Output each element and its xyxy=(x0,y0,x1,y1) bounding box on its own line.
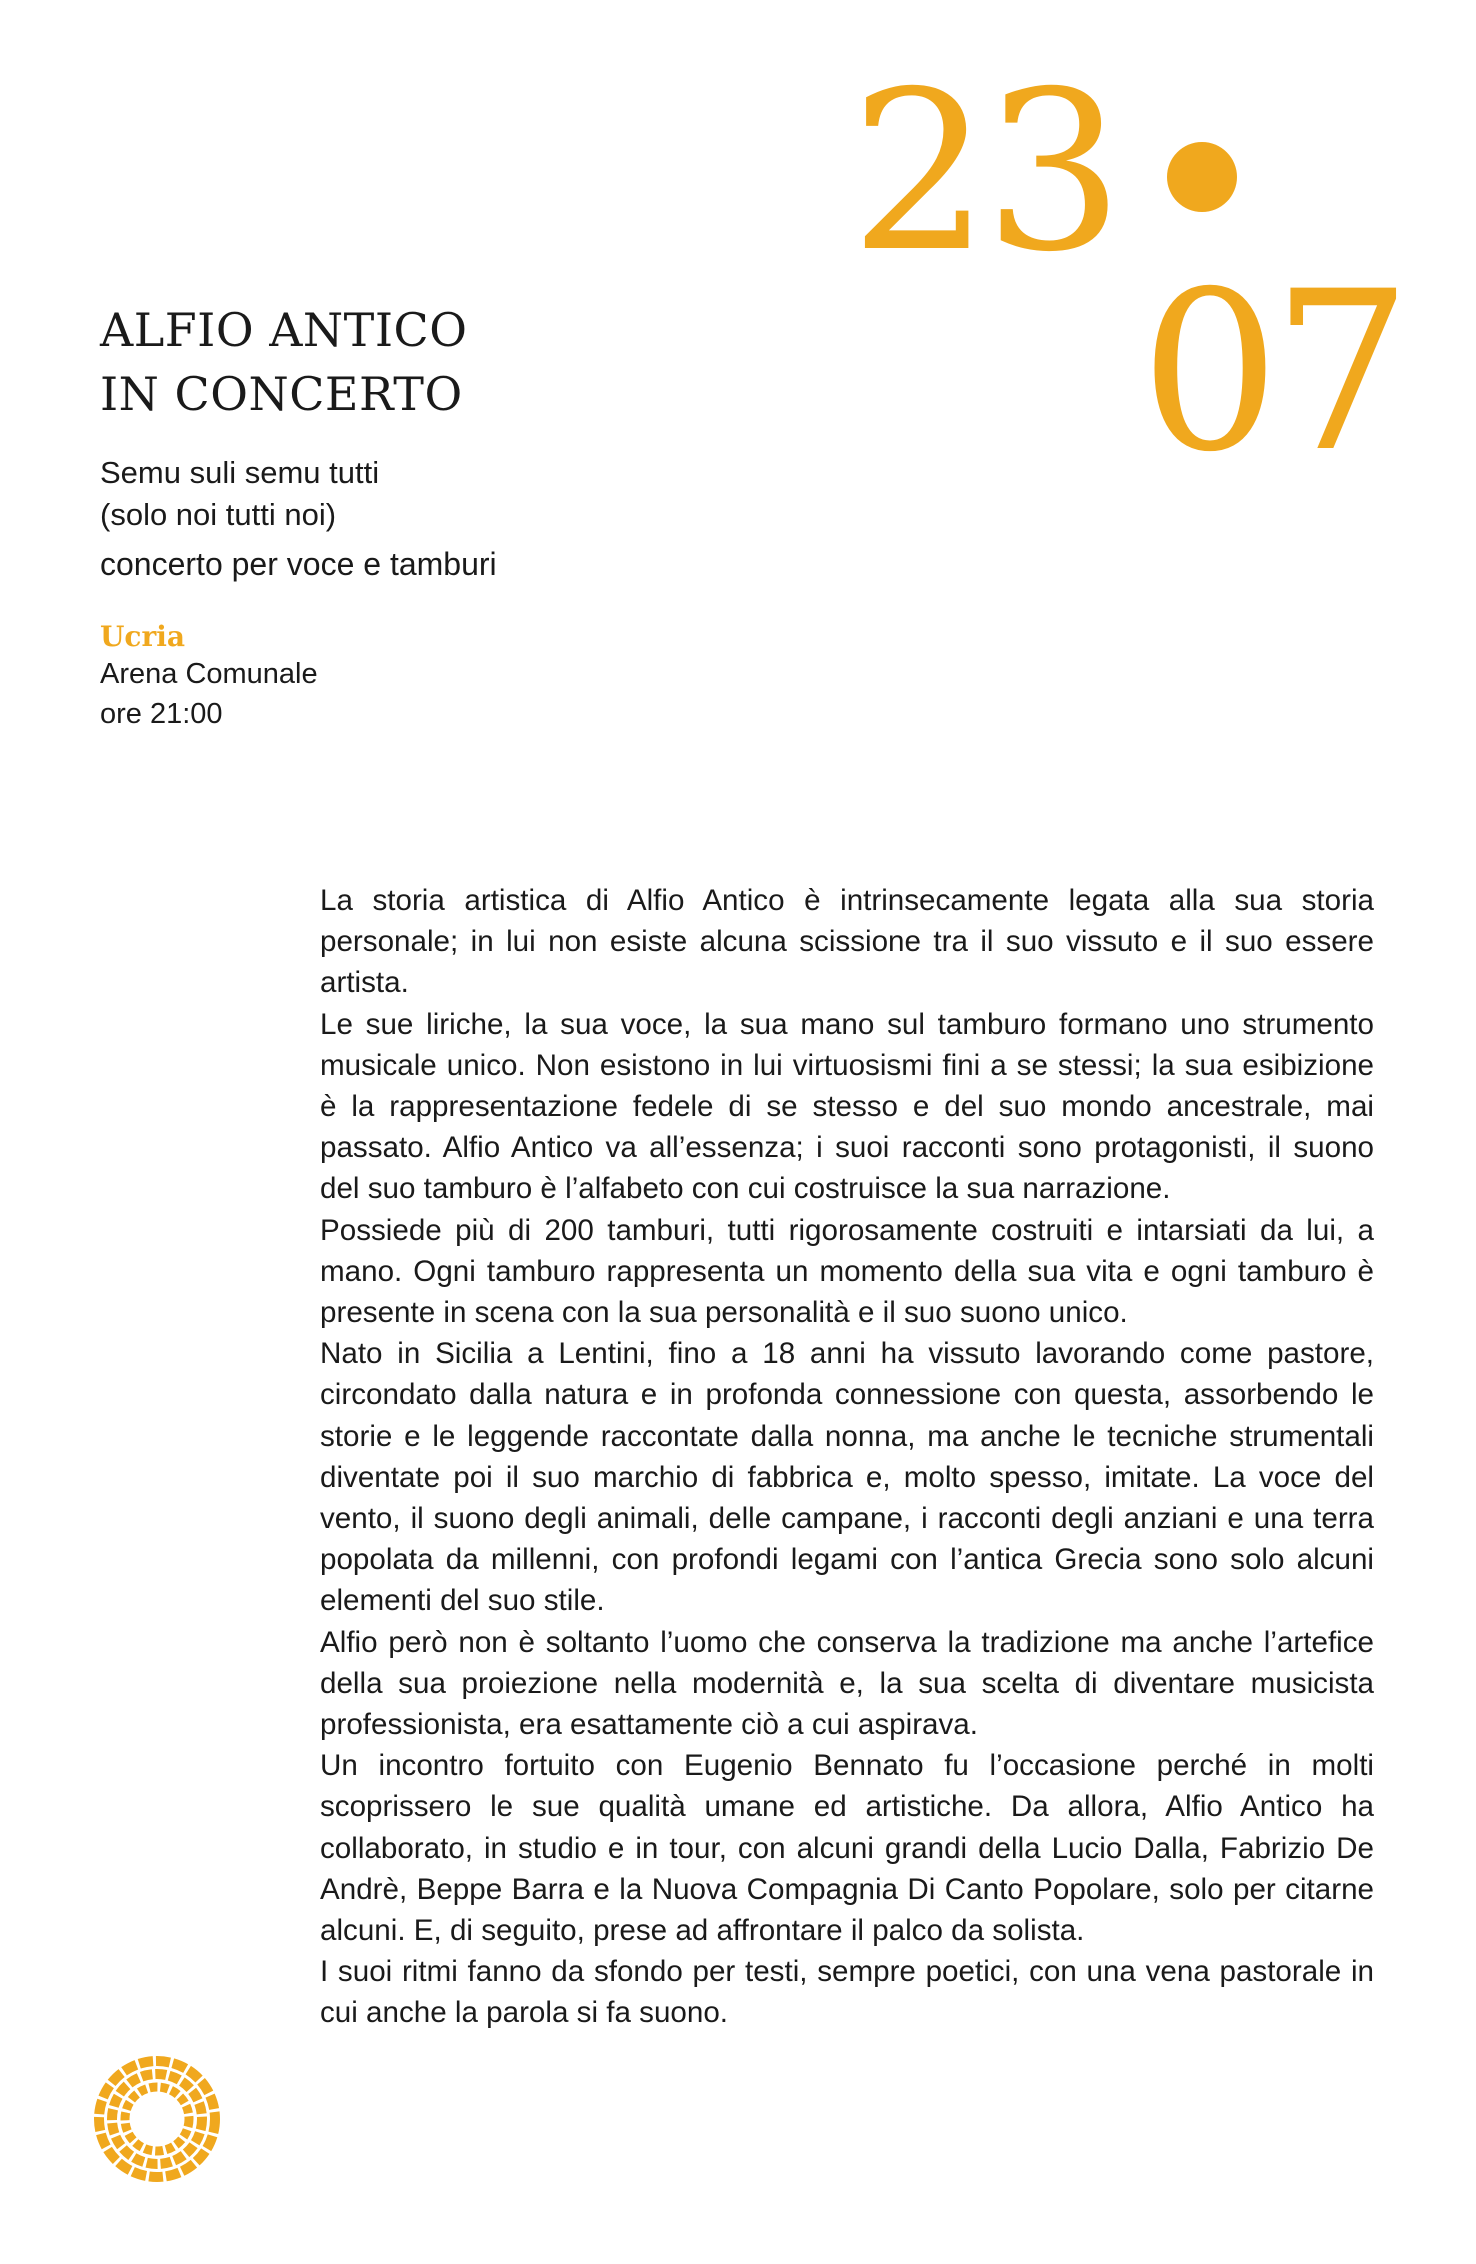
event-description: concerto per voce e tamburi xyxy=(100,546,497,582)
event-title-line1: ALFIO ANTICO xyxy=(100,303,468,357)
date-month: 07 xyxy=(1140,244,1404,500)
body-paragraph: Le sue liriche, la sua voce, la sua mano sul tamburo formano uno strumento musicale unico. Non esistono in lui virtuosismi fini a se stessi; la sua esibizione è la rappresentazione fedele di se stesso e del suo mondo ancestrale, mai passato. Alfio Antico va all’essenza; i suoi racconti sono protagonisti, il suono del suo tamburo è l’alfabeto con cui costruisce la sua narrazione. xyxy=(320,1007,1374,1206)
body-paragraph: Un incontro fortuito con Eugenio Bennato fu l’occasione perché in molti scoprissero le sue qualità umane ed artistiche. Da allora, Alfio Antico ha collaborato, in studio e in tour, con alcuni grandi della Lucio Dalla, Fabrizio De Andrè, Beppe Barra e la Nuova Compagnia Di Canto Popolare, solo per citarne alcuni. E, di seguito, prese ad affrontare il palco da solista. xyxy=(320,1749,1374,1948)
body-paragraph: Nato in Sicilia a Lentini, fino a 18 anni ha vissuto lavorando come pastore, circondato dalla natura e in profonda connessione con questa, assorbendo le storie e le leggende raccontate dalla nonna, ma anche le tecniche strumentali diventate poi il suo marchio di fabbrica e, molto spesso, imitate. La voce del vento, il suono degli animali, delle campane, i racconti degli anziani e una terra popolata da millenni, con profondi legami con l’antica Grecia sono solo alcuni elementi del suo stile. xyxy=(320,1337,1374,1618)
event-title xyxy=(100,298,467,426)
body-paragraph: Possiede più di 200 tamburi, tutti rigorosamente costruiti e intarsiati da lui, a mano. Ogni tamburo rappresenta un momento della sua vita e ogni tamburo è presente in scena con la sua personalità e il suo suono unico. xyxy=(320,1213,1374,1330)
circular-brick-logo-icon xyxy=(92,2054,222,2184)
event-subtitle xyxy=(100,452,379,536)
body-paragraph: Alfio però non è soltanto l’uomo che conserva la tradizione ma anche l’artefice della sua proiezione nella modernità e, la sua scelta di diventare musicista professionista, era esattamente ciò a cui aspirava. xyxy=(320,1625,1374,1742)
event-subtitle-line1: Semu suli semu tutti xyxy=(100,455,380,490)
event-title-line2: IN CONCERTO xyxy=(100,367,463,421)
date-separator-dot xyxy=(1167,142,1237,212)
body-paragraph: La storia artistica di Alfio Antico è intrinsecamente legata alla sua storia personale; in lui non esiste alcuna scissione tra il suo vissuto e il suo essere artista. xyxy=(320,884,1374,1000)
date-day: 23 xyxy=(850,44,1118,300)
event-time: ore 21:00 xyxy=(100,698,223,730)
event-subtitle-line2: (solo noi tutti noi) xyxy=(100,497,337,532)
event-place: Ucria xyxy=(100,620,185,653)
body-text xyxy=(320,880,1374,2034)
body-paragraph: I suoi ritmi fanno da sfondo per testi, sempre poetici, con una vena pastorale in cui anche la parola si fa suono. xyxy=(320,1955,1374,2030)
event-venue: Arena Comunale xyxy=(100,658,318,690)
